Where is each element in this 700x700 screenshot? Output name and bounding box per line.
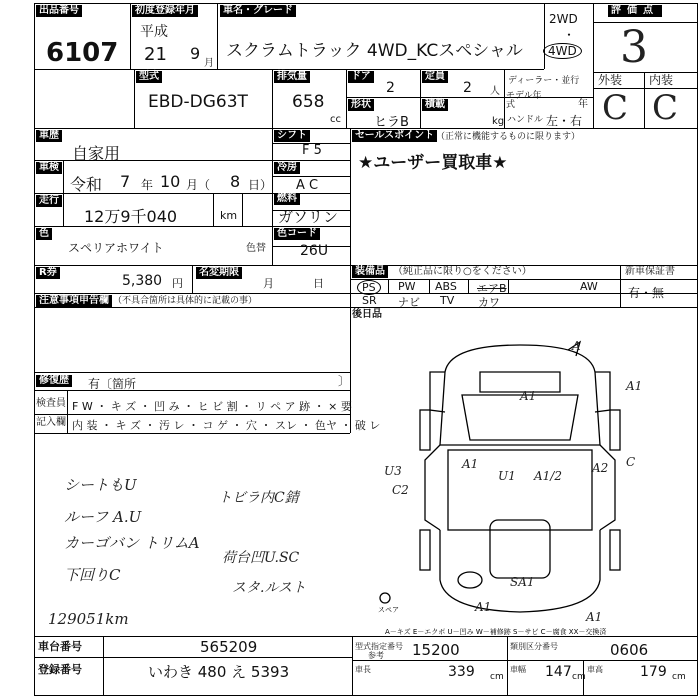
inspection-label: 車検 [36,162,62,174]
doors-value: 2 [386,80,395,96]
history-value: 自家用 [72,144,121,163]
type-value: EBD-DG63T [148,92,248,112]
class-no-label: 類別区分番号 [510,642,558,651]
registration-era: 平成 [140,24,168,40]
history-label: 車歴 [36,130,62,142]
capacity-value: 2 [463,80,472,96]
color-label: 色 [36,228,52,240]
inspection-month: 10 [160,172,181,191]
type-no-label: 型式指定番号 [355,642,403,651]
mark: A1/2 [534,469,562,483]
lot-label: 出品番号 [36,5,82,17]
warranty-label: 新車保証書 [625,266,675,277]
handwritten-note: スタ.ルスト [232,580,307,596]
equip-pw: PW [398,280,416,293]
registration-label: 初度登録年月 [132,5,198,17]
handwritten-note: カーゴバン トリムA [64,534,200,552]
chassis-label: 車台番号 [38,640,82,653]
sales-point-label: セールスポイント [352,130,437,142]
legend: A－キズ E－エクボ U－凹み W－補修跡 S－サビ C－腐食 XX－交換済 [385,628,607,636]
handwritten-note: ルーフ A.U [64,508,142,526]
height-value: 179 [640,664,667,680]
drive-2wd: 2WD [549,12,578,26]
registration-month-unit: 月 [204,58,214,69]
equip-abs: ABS [435,280,457,293]
inspector-label-1: 検査員 [36,398,66,409]
height-label: 車高 [587,665,603,674]
chassis-value: 565209 [200,638,258,656]
mileage-label: 走行 [36,195,62,207]
sales-point-value: ★ユーザー買取車★ [358,153,508,173]
shift-label: シフト [274,130,310,142]
inspection-month-unit: 月（ [186,178,211,192]
drive-4wd: 4WD [543,43,582,59]
repair-value: 有〔箇所 [88,377,137,391]
height-unit: cm [672,672,686,682]
load-label: 積載 [422,99,448,111]
rating-value: 3 [620,22,648,73]
type-no-value: 15200 [412,641,460,659]
capacity-label: 定員 [422,71,448,83]
mark: SA1 [510,575,535,589]
warranty-value: 有・無 [628,286,665,300]
name-change-day: 日 [313,277,324,290]
mark: A1 [520,389,537,403]
steering-label: ハンドル [507,115,544,125]
recycle-label: R券 [36,267,60,279]
mark: U3 [384,464,402,478]
mileage-value: 12万9千040 [84,207,178,226]
handwritten-note: シートもU [64,476,137,494]
lot-number: 6107 [46,38,119,68]
inspector-label-2: 記入欄 [36,417,66,428]
recycle-value: 5,380 [122,273,163,289]
equip-navi: ナビ [398,296,420,309]
fuel-label: 燃料 [274,193,300,205]
displacement-value: 658 [292,92,325,112]
equipment-label: 装備品 [352,266,388,278]
load-unit: kg [492,116,505,127]
shift-value: F 5 [302,143,322,158]
color-code: 26U [300,243,329,259]
model-label: 車名・グレード [220,5,296,17]
model-name: スクラムトラック 4WD_KCスペシャル [226,41,523,61]
registration-year: 21 [144,44,167,65]
mark: A1 [586,610,603,624]
mark: A2 [592,461,609,475]
length-unit: cm [490,672,504,682]
mark: C [626,455,636,469]
type-label: 型式 [136,71,162,83]
color-value: スペリアホワイト [68,241,164,255]
exterior-grade: C [602,88,629,128]
plate-label: 登録番号 [38,663,82,676]
displacement-unit: cc [330,114,341,125]
class-no-value: 0606 [610,641,649,659]
notes-label: 注意事項申告欄 [36,295,112,307]
width-value: 147 [545,664,572,680]
equip-sr: SR [362,294,377,307]
inspection-year-unit: 年 [141,178,154,192]
model-year-unit: 年 [578,99,588,110]
width-unit: cm [572,672,586,682]
exterior-label: 外装 [598,73,623,87]
inspection-day: 8 [230,172,241,191]
width-label: 車幅 [510,665,526,674]
interior-label: 内装 [649,73,674,87]
length-label: 車長 [355,665,371,674]
shape-label: 形状 [348,99,374,111]
recycle-unit: 円 [172,277,183,290]
mark: U1 [498,469,516,483]
notes-sub: （不具合箇所は具体的に記載の事） [113,296,258,306]
name-change-label: 名変期限 [196,267,242,279]
equip-aw: AW [580,280,598,293]
handwritten-note: トビラ内C錆 [218,490,299,506]
doors-label: ドア [348,71,374,83]
rating-label: 評価点 [608,5,662,17]
equip-tv: TV [440,294,455,307]
ref-label: 参考 [368,651,384,660]
inspection-day-unit: 日） [248,178,273,192]
displacement-label: 排気量 [274,71,310,83]
spare-label: スペア [378,606,399,614]
handwritten-note: 荷台凹U.SC [222,550,300,566]
fuel-value: ガソリン [278,208,339,226]
ac-label: 冷房 [274,162,300,174]
registration-month: 9 [190,44,201,63]
mark: A [572,339,581,353]
color-change-label: 色替 [246,243,266,254]
dealer-label: ディーラー・並行 [508,76,580,86]
plate-value: いわき 480 え 5393 [148,663,290,681]
model-year-label: モデル年式 [506,91,542,110]
rear-items-label: 後日品 [352,309,382,320]
mileage-unit: km [220,209,238,222]
shape-value: ヒラB [374,115,409,130]
sales-point-note: （正常に機能するものに限ります） [436,132,581,142]
repair-label: 修復歴 [36,375,72,387]
inspector-row-1: F W ・ キ ズ ・ 凹 み ・ ヒ ビ 割 ・ リ ペ ア 跡 ・ × 要 [72,400,352,413]
ac-value: A C [296,178,319,193]
equip-airbag: エアB [477,282,507,295]
drive-dot: ・ [563,28,576,42]
mark: C2 [392,483,409,497]
equip-ps: PS [357,280,381,295]
inspection-year: 7 [120,172,131,191]
name-change-month: 月 [263,277,274,290]
mark: A1 [475,600,492,614]
repair-close: 〕 [338,374,351,388]
inspector-row-2: 内 装 ・ キ ズ ・ 汚 レ ・ コ ゲ ・ 穴 ・ スレ ・ 色ヤ ・ 破 レ [72,419,381,432]
color-code-label: 色コード [274,228,320,240]
handwritten-note: 下回りC [64,566,121,584]
mark: A1 [462,457,479,471]
equipment-note: （純正品に限り○をください） [393,266,532,277]
handwritten-mileage: 129051km [48,610,129,628]
inspection-era: 令和 [70,175,103,194]
length-value: 339 [448,664,475,680]
capacity-unit: 人 [490,86,500,97]
steering-value: 左・右 [546,114,583,128]
equip-leather: カワ [478,296,500,309]
mark: A1 [626,379,643,393]
interior-grade: C [652,88,679,128]
